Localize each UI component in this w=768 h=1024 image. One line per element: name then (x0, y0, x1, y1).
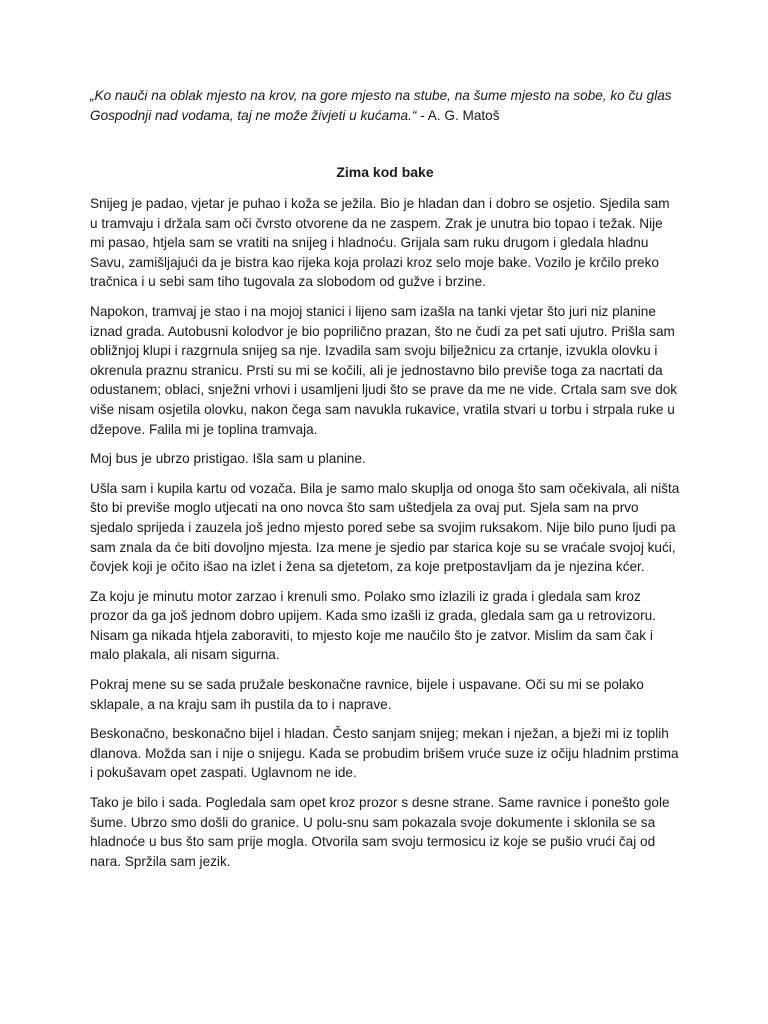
epigraph-author: - A. G. Matoš (416, 107, 500, 123)
epigraph (90, 86, 680, 125)
paragraph: Ušla sam i kupila kartu od vozača. Bila je samo malo skuplja od onoga što sam očekivala, ali ništa što bi previše moglo utjecati na ono novca što sam uštedjela za ovaj put. Sjela sam na prvo sjedalo sprijeda i zauzela još jedno mjesto pored sebe sa svojim ruksakom. Nije bilo puno ljudi pa sam znala da će biti dovoljno mjesta. Iza mene je sjedio par starica koje su se vraćale svojoj kući, čovjek koji je očito išao na izlet i žena sa djetetom, za koje pretpostavljam da je njezina kćer. (90, 480, 680, 575)
paragraph: Moj bus je ubrzo pristigao. Išla sam u planine. (90, 451, 366, 467)
epigraph-quote: „Ko nauči na oblak mjesto na krov, na gore mjesto na stube, na šume mjesto na sobe, ko ču glas Gospodnji nad vodama, taj ne može živjeti u kućama.“ (90, 88, 672, 123)
paragraph: Napokon, tramvaj je stao i na mojoj stanici i lijeno sam izašla na tanki vjetar što juri niz planine iznad grada. Autobusni kolodvor je bio poprilično prazan, što ne čudi za pet sati ujutro. Prišla sam obližnjoj klupi i razgrnula snijeg sa nje. Izvadila sam svoju bilježnicu za crtanje, izvukla olovku i okrenula praznu stranicu. Prsti su mi se kočili, ali je jednostavno bilo previše toga za nacrtati da odustanem; oblaci, snježni vrhovi i usamljeni ljudi što se prave da me ne vide. Crtala sam sve dok više nisam osjetila olovku, nakon čega sam navukla rukavice, vratila stvari u torbu i strpala ruke u džepove. Falila mi je toplina tramvaja. (90, 303, 678, 437)
document-page (90, 86, 680, 881)
paragraph: Snijeg je padao, vjetar je puhao i koža se ježila. Bio je hladan dan i dobro se osjetio. Sjedila sam u tramvaju i držala sam oči čvrsto otvorene da ne zaspem. Zrak je unutra bio topao i težak. Nije mi pasao, htjela sam se vratiti na snijeg i hladnoću. Grijala sam ruku drugom i gledala hladnu Savu, zamišljajući da je bistra kao rijeka koja prolazi kroz selo moje bake. Vozilo je krčilo preko tračnica i u sebi sam tiho tugovala za slobodom od gužve i brzine. (90, 196, 670, 290)
document-title: Zima kod bake (336, 164, 434, 180)
paragraph: Beskonačno, beskonačno bijel i hladan. Često sanjam snijeg; mekan i nježan, a bježi mi iz toplih dlanova. Možda san i nije o snijegu. Kada se probudim brišem vruće suze iz očiju hladnim prstima i pokušavam opet zaspati. Uglavnom ne ide. (90, 726, 679, 781)
paragraph: Tako je bilo i sada. Pogledala sam opet kroz prozor s desne strane. Same ravnice i ponešto gole šume. Ubrzo smo došli do granice. U polu-snu sam pokazala svoje dokumente i sklonila se sa hladnoće u bus što sam prije mogla. Otvorila sam svoju termosicu iz koje se pušio vrući čaj od nara. Spržila sam jezik. (90, 795, 670, 869)
paragraph: Pokraj mene su se sada pružale beskonačne ravnice, bijele i uspavane. Oči su mi se polako sklapale, a na kraju sam ih pustila da to i naprave. (90, 677, 644, 712)
paragraph: Za koju je minutu motor zarzao i krenuli smo. Polako smo izlazili iz grada i gledala sam kroz prozor da ga još jednom dobro upijem. Kada smo izašli iz grada, gledala sam ga u retrovizoru. Nisam ga nikada htjela zaboraviti, to mjesto koje me naučilo što je zatvor. Mislim da sam čak i malo plakala, ali nisam sigurna. (90, 588, 656, 663)
